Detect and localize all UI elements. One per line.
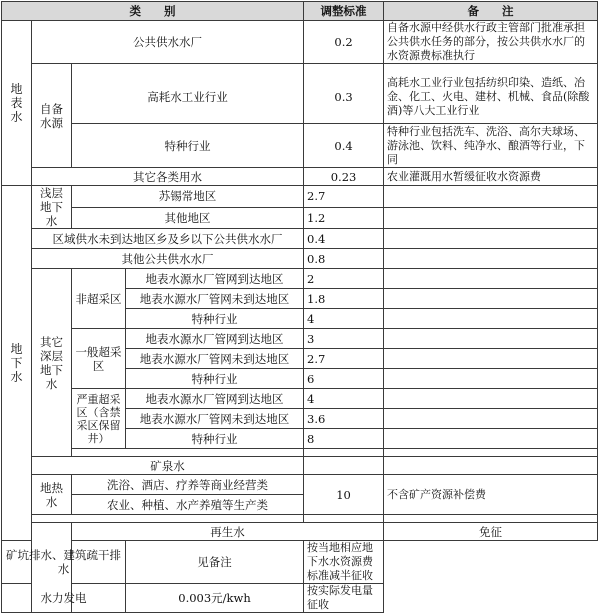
- table-row: [2, 72, 598, 124]
- deep-row-value: 1.8: [304, 289, 384, 309]
- public-supply-note: 自备水源中经供水行政主管部门批准承担公共供水任务的部分，按公共供水水厂的水资源费标准执行: [384, 21, 598, 64]
- regional-supply-value: 0.4: [304, 229, 384, 249]
- hydropower-note: 按实际发电量征收: [304, 584, 384, 613]
- public-supply-value: 0.2: [304, 21, 384, 64]
- self-source-label: 自备水源: [32, 64, 72, 168]
- geothermal-value: 10: [304, 475, 384, 515]
- geothermal-note: 不含矿产资源补偿费: [384, 475, 598, 515]
- deep-row-value: 6: [304, 369, 384, 389]
- hydropower-value: 0.003元/kwh: [126, 584, 304, 613]
- deep-row-label: 地表水源水厂管网到达地区: [126, 269, 304, 289]
- table-row: [2, 229, 598, 249]
- mine-drainage-label: 矿坑排水、建筑疏干排水: [2, 541, 126, 584]
- table-row: [2, 541, 598, 584]
- regional-supply-label: 区域供水未到达地区乡及乡以下公共供水水厂: [32, 229, 304, 249]
- table-row: [2, 449, 598, 457]
- table-row: [2, 515, 598, 523]
- non-over-extraction-label: 非超采区: [72, 269, 126, 329]
- table-row: [2, 249, 598, 269]
- deep-row-value: 4: [304, 309, 384, 329]
- table-row: [2, 389, 598, 409]
- severe-over-extraction-label: 严重超采区（含禁采区保留井）: [72, 389, 126, 449]
- mine-drainage-note: 按当地相应地下水水资源费标准减半征收: [304, 541, 384, 584]
- header-row: [2, 2, 598, 21]
- other-public-supply-label: 其他公共供水水厂: [32, 249, 304, 269]
- deep-row-value: 3: [304, 329, 384, 349]
- geothermal-agri-label: 农业、种植、水产养殖等生产类: [72, 495, 304, 515]
- shallow-row-label: 苏锡常地区: [72, 186, 304, 208]
- other-use-label: 其它各类用水: [32, 168, 304, 186]
- table-row: [2, 475, 598, 495]
- mineral-water-label: 矿泉水: [32, 457, 304, 475]
- deep-row-label: 特种行业: [126, 369, 304, 389]
- high-water-industry-note: 高耗水工业行业包括纺织印染、造纸、冶金、化工、火电、建材、机械、食品(除酸酒)等八大工业行业: [384, 72, 598, 124]
- table-row: [2, 584, 598, 613]
- header-category: 类 别: [2, 2, 304, 21]
- deep-row-label: 地表水源水厂管网到达地区: [126, 389, 304, 409]
- other-use-note: 农业灌溉用水暂缓征收水资源费: [384, 168, 598, 186]
- special-industry-note: 特种行业包括洗车、洗浴、高尔夫球场、游泳池、饮料、纯净水、酿酒等行业，下同: [384, 124, 598, 168]
- shallow-row-value: 1.2: [304, 207, 384, 229]
- deep-row-value: 2: [304, 269, 384, 289]
- mine-drainage-value: 见备注: [126, 541, 304, 584]
- table-row: [2, 124, 598, 168]
- high-water-industry-value: 0.3: [304, 72, 384, 124]
- deep-row-value: 4: [304, 389, 384, 409]
- surface-water-label: 地表水: [2, 21, 32, 186]
- header-standard: 调整标准: [304, 2, 384, 21]
- table-row: [2, 523, 598, 541]
- table-row: [2, 457, 598, 475]
- geothermal-commerce-label: 洗浴、酒店、疗养等商业经营类: [72, 475, 304, 495]
- table-row: [2, 186, 598, 208]
- header-note: 备 注: [384, 2, 598, 21]
- table-row: [2, 168, 598, 186]
- deep-row-value: 2.7: [304, 349, 384, 369]
- other-public-supply-value: 0.8: [304, 249, 384, 269]
- special-industry-value: 0.4: [304, 124, 384, 168]
- deep-row-label: 特种行业: [126, 309, 304, 329]
- shallow-row-value: 2.7: [304, 186, 384, 208]
- recycled-water-value: 免征: [384, 523, 598, 541]
- deep-groundwater-label: 其它深层地下水: [32, 269, 72, 457]
- table-row: [2, 207, 598, 229]
- deep-row-label: 地表水源水厂管网到达地区: [126, 329, 304, 349]
- table-row: [2, 64, 598, 72]
- recycled-water-label: 再生水: [72, 523, 384, 541]
- deep-row-label: 地表水源水厂管网未到达地区: [126, 349, 304, 369]
- deep-row-value: 8: [304, 429, 384, 449]
- deep-row-label: 特种行业: [126, 429, 304, 449]
- shallow-row-label: 其他地区: [72, 207, 304, 229]
- special-industry-label: 特种行业: [72, 124, 304, 168]
- deep-row-label: 地表水源水厂管网未到达地区: [126, 289, 304, 309]
- table-row: [2, 329, 598, 349]
- water-resource-fee-table: [1, 1, 598, 613]
- groundwater-label: 地下水: [2, 186, 32, 541]
- hydropower-label: 水力发电: [2, 584, 126, 613]
- table-row: [2, 21, 598, 64]
- shallow-groundwater-label: 浅层地下水: [32, 186, 72, 229]
- deep-row-value: 3.6: [304, 409, 384, 429]
- fee-standard-table-wrapper: [1, 1, 597, 611]
- table-row: [2, 269, 598, 289]
- geothermal-label: 地热水: [32, 475, 72, 515]
- high-water-industry-label: 高耗水工业行业: [72, 72, 304, 124]
- general-over-extraction-label: 一般超采区: [72, 329, 126, 389]
- public-supply-label: 公共供水水厂: [32, 21, 304, 64]
- other-use-value: 0.23: [304, 168, 384, 186]
- deep-row-label: 地表水源水厂管网未到达地区: [126, 409, 304, 429]
